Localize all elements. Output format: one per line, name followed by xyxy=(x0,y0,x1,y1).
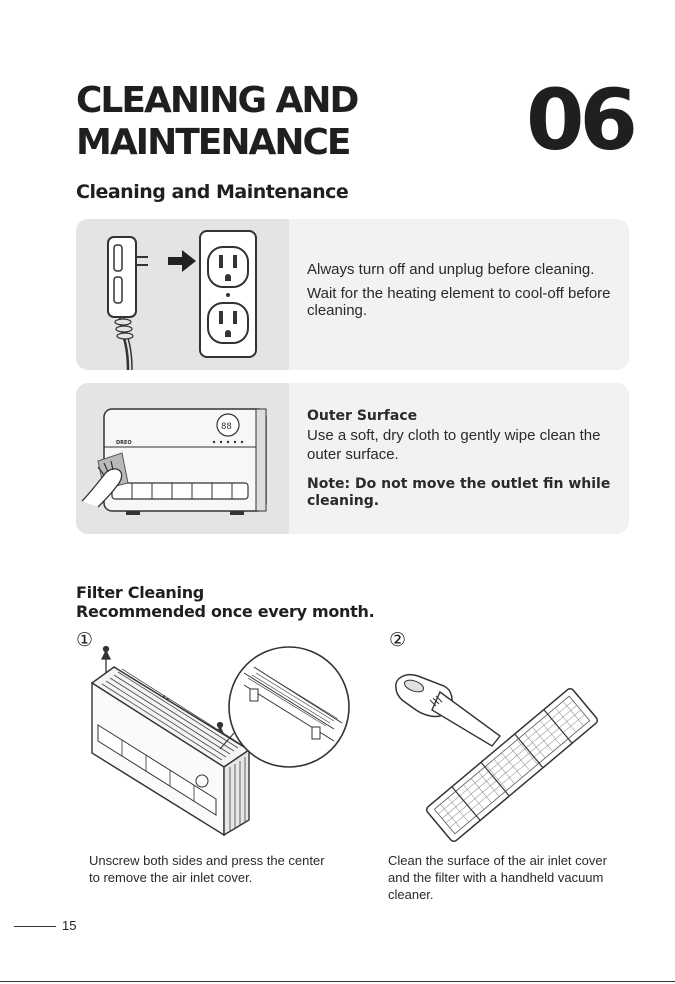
chapter-title-line1: CLEANING AND xyxy=(76,80,358,121)
plug-and-outlet-icon xyxy=(76,219,289,370)
page-number-rule xyxy=(14,926,56,927)
remove-inlet-cover-illustration xyxy=(84,645,359,850)
step-2-number: ② xyxy=(389,630,407,651)
svg-text:DREO: DREO xyxy=(116,440,132,446)
chapter-title-line2: MAINTENANCE xyxy=(76,122,350,163)
outer-surface-subhead: Outer Surface xyxy=(307,408,418,424)
chapter-number: 06 xyxy=(526,71,633,169)
unplug-instruction: Always turn off and unplug before cleaning. xyxy=(307,261,595,278)
outer-surface-note: Note: Do not move the outlet fin while cleaning. xyxy=(307,476,611,509)
chapter-title xyxy=(76,80,357,164)
filter-heading xyxy=(76,583,374,621)
step-2-caption: Clean the surface of the air inlet cover and the filter with a handheld vacuum cleaner. xyxy=(388,853,607,902)
outer-surface-body: Use a soft, dry cloth to gently wipe clean the outer surface. xyxy=(307,427,601,463)
unplug-card xyxy=(76,219,629,370)
filter-heading-line1: Filter Cleaning xyxy=(76,583,204,602)
step-1-caption: Unscrew both sides and press the center to remove the air inlet cover. xyxy=(89,853,325,885)
step-1-number: ① xyxy=(76,630,94,651)
heater-wipe-icon xyxy=(76,383,289,534)
cool-off-instruction: Wait for the heating element to cool-off before cleaning. xyxy=(307,285,611,319)
svg-text:88: 88 xyxy=(221,422,232,432)
filter-heading-line2: Recommended once every month. xyxy=(76,602,375,621)
bottom-divider xyxy=(0,981,675,982)
outer-surface-card xyxy=(76,383,629,534)
outer-surface-text xyxy=(307,407,615,510)
unplug-text xyxy=(307,261,615,319)
page-number: 15 xyxy=(62,918,77,933)
section-title: Cleaning and Maintenance xyxy=(76,181,349,203)
vacuum-filter-illustration xyxy=(392,670,602,850)
